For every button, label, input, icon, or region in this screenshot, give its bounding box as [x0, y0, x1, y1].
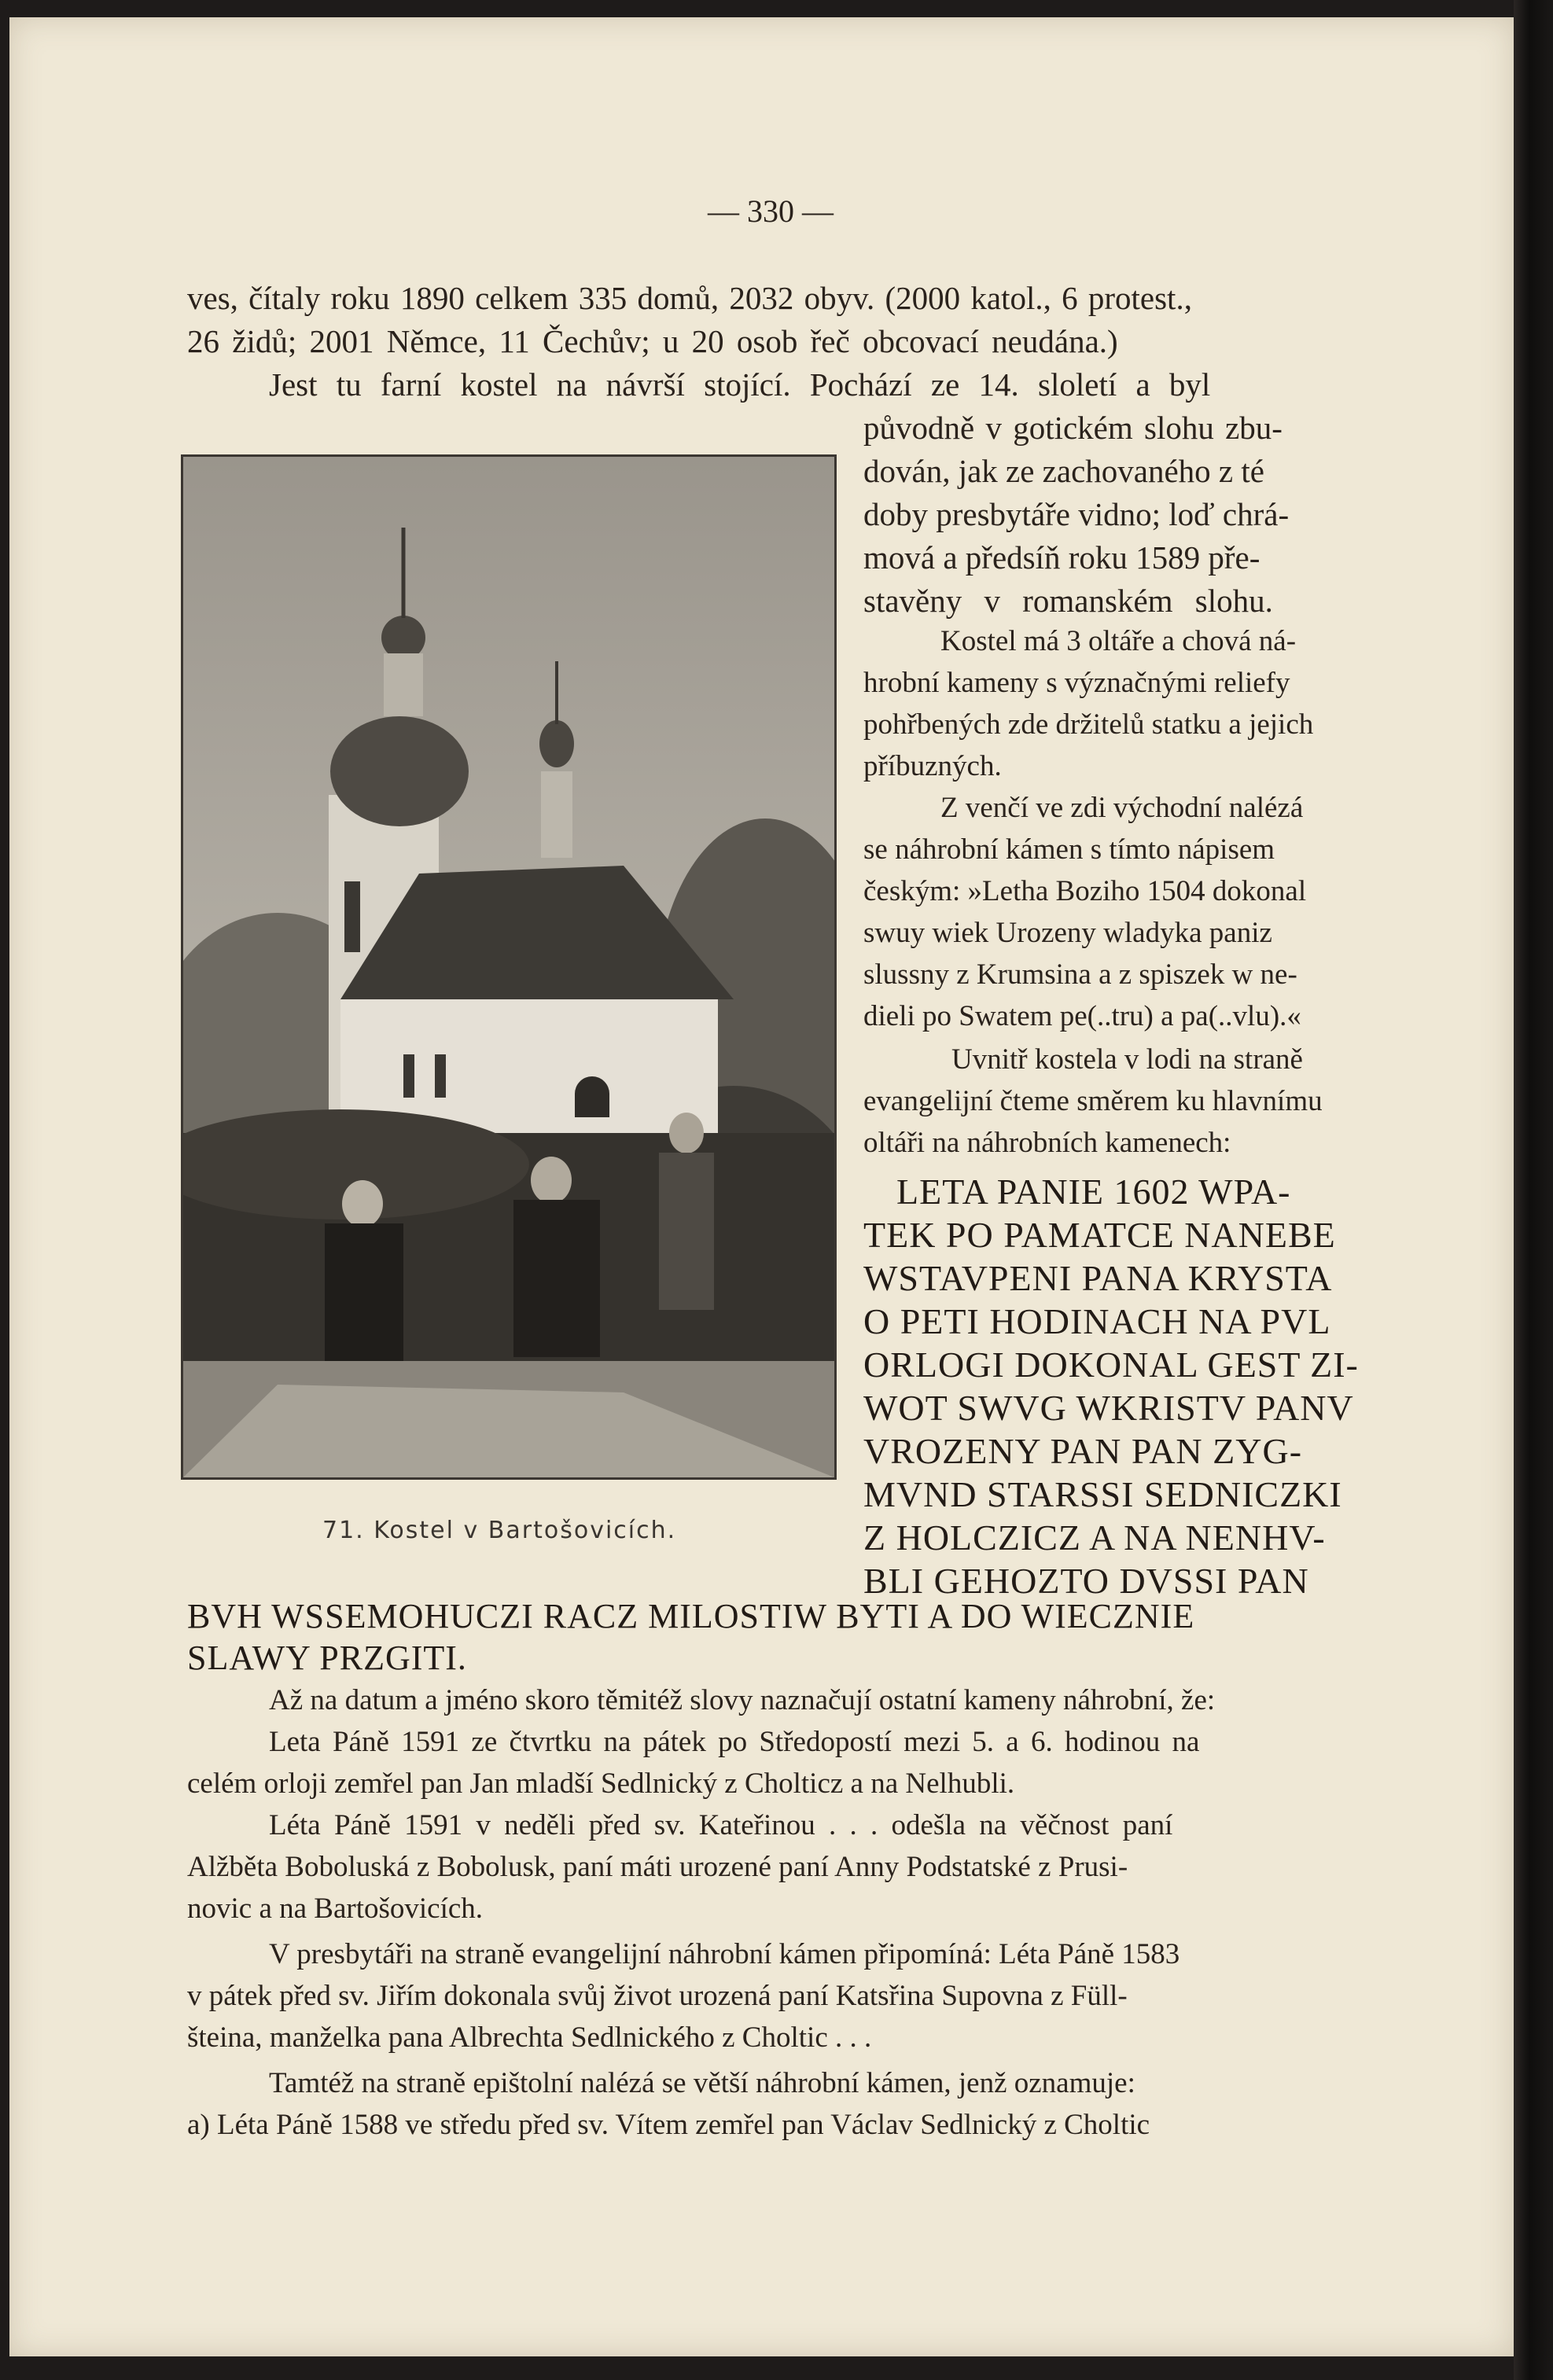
intro-line: ves, čítaly roku 1890 celkem 335 domů, 2032 obyv. (2000 katol., 6 protest., [187, 280, 1192, 316]
right-line: českým: »Letha Boziho 1504 dokonal [863, 875, 1307, 907]
inscription-line: WOT SWVG WKRISTV PANV [863, 1388, 1354, 1428]
right-line: swuy wiek Urozeny wladyka paniz [863, 917, 1272, 949]
inscription-line: TEK PO PAMATCE NANEBE [863, 1215, 1336, 1255]
right-line: Z venčí ve zdi východní nalézá [940, 792, 1304, 824]
right-line: se náhrobní kámen s tímto nápisem [863, 833, 1275, 866]
right-line: mová a předsíň roku 1589 pře- [863, 539, 1260, 576]
right-line: hrobní kameny s význačnými reliefy [863, 667, 1290, 699]
intro-line: 26 židů; 2001 Němce, 11 Čechův; u 20 osob řeč obcovací neudána.) [187, 323, 1118, 359]
inscription-line: Z HOLCZICZ A NA NENHV- [863, 1517, 1326, 1558]
right-line: stavěny v romanském slohu. [863, 583, 1273, 619]
right-line: evangelijní čteme směrem ku hlavnímu [863, 1085, 1323, 1117]
inscription-line: WSTAVPENI PANA KRYSTA [863, 1258, 1333, 1298]
inscription-line: ORLOGI DOKONAL GEST ZI- [863, 1344, 1359, 1385]
church-photo [181, 454, 837, 1480]
body-line: celém orloji zemřel pan Jan mladší Sedlnický z Cholticz a na Nelhubli. [187, 1768, 1015, 1800]
inscription-line: BVH WSSEMOHUCZI RACZ MILOSTIW BYTI A DO WIECZNIE [187, 1597, 1195, 1635]
body-line: Léta Páně 1591 v neděli před sv. Kateřinou . . . odešla na věčnost paní [269, 1809, 1173, 1841]
book-gutter [1514, 0, 1553, 2380]
right-line: dován, jak ze zachovaného z té [863, 453, 1264, 489]
right-line: doby presbytáře vidno; loď chrá- [863, 496, 1290, 532]
intro-line: Jest tu farní kostel na návrší stojící. Pochází ze 14. sloletí a byl [269, 366, 1211, 403]
inscription-line: LETA PANIE 1602 WPA- [896, 1172, 1291, 1212]
body-line: Leta Páně 1591 ze čtvrtku na pátek po Středopostí mezi 5. a 6. hodinou na [269, 1726, 1200, 1758]
inscription-line: MVND STARSSI SEDNICZKI [863, 1474, 1342, 1514]
body-line: a) Léta Páně 1588 ve středu před sv. Vítem zemřel pan Václav Sedlnický z Choltic [187, 2109, 1150, 2141]
right-line: Kostel má 3 oltáře a chová ná- [940, 625, 1297, 657]
right-line: původně v gotickém slohu zbu- [863, 410, 1283, 446]
body-line: šteina, manželka pana Albrechta Sedlnického z Choltic . . . [187, 2021, 872, 2054]
body-line: v pátek před sv. Jiřím dokonala svůj život urozená paní Katsřina Supovna z Füll- [187, 1980, 1128, 2012]
body-line: V presbytáři na straně evangelijní náhrobní kámen připomíná: Léta Páně 1583 [269, 1938, 1180, 1970]
figure-caption: 71. Kostel v Bartošovicích. [322, 1517, 677, 1544]
body-line: novic a na Bartošovicích. [187, 1893, 484, 1925]
right-line: oltáři na náhrobních kamenech: [863, 1127, 1231, 1159]
inscription-line: VROZENY PAN PAN ZYG- [863, 1431, 1303, 1471]
right-line: Uvnitř kostela v lodi na straně [951, 1043, 1303, 1076]
body-line: Alžběta Boboluská z Bobolusk, paní máti urozené paní Anny Podstatské z Prusi- [187, 1851, 1128, 1883]
right-line: dieli po Swatem pe(..tru) a pa(..vlu).« [863, 1000, 1301, 1032]
inscription-line: O PETI HODINACH NA PVL [863, 1301, 1331, 1341]
right-line: příbuzných. [863, 750, 1002, 782]
page-number: — 330 — [708, 193, 834, 229]
right-line: slussny z Krumsina a z spiszek w ne- [863, 958, 1297, 991]
body-line: Tamtéž na straně epištolní nalézá se větší náhrobní kámen, jenž oznamuje: [269, 2067, 1135, 2099]
body-line: Až na datum a jméno skoro těmitéž slovy naznačují ostatní kameny náhrobní, že: [269, 1684, 1216, 1716]
church-photo-illustration [183, 457, 834, 1477]
inscription-line: SLAWY PRZGITI. [187, 1639, 467, 1677]
right-line: pohřbených zde držitelů statku a jejich [863, 708, 1314, 741]
inscription-line: BLI GEHOZTO DVSSI PAN [863, 1561, 1309, 1601]
